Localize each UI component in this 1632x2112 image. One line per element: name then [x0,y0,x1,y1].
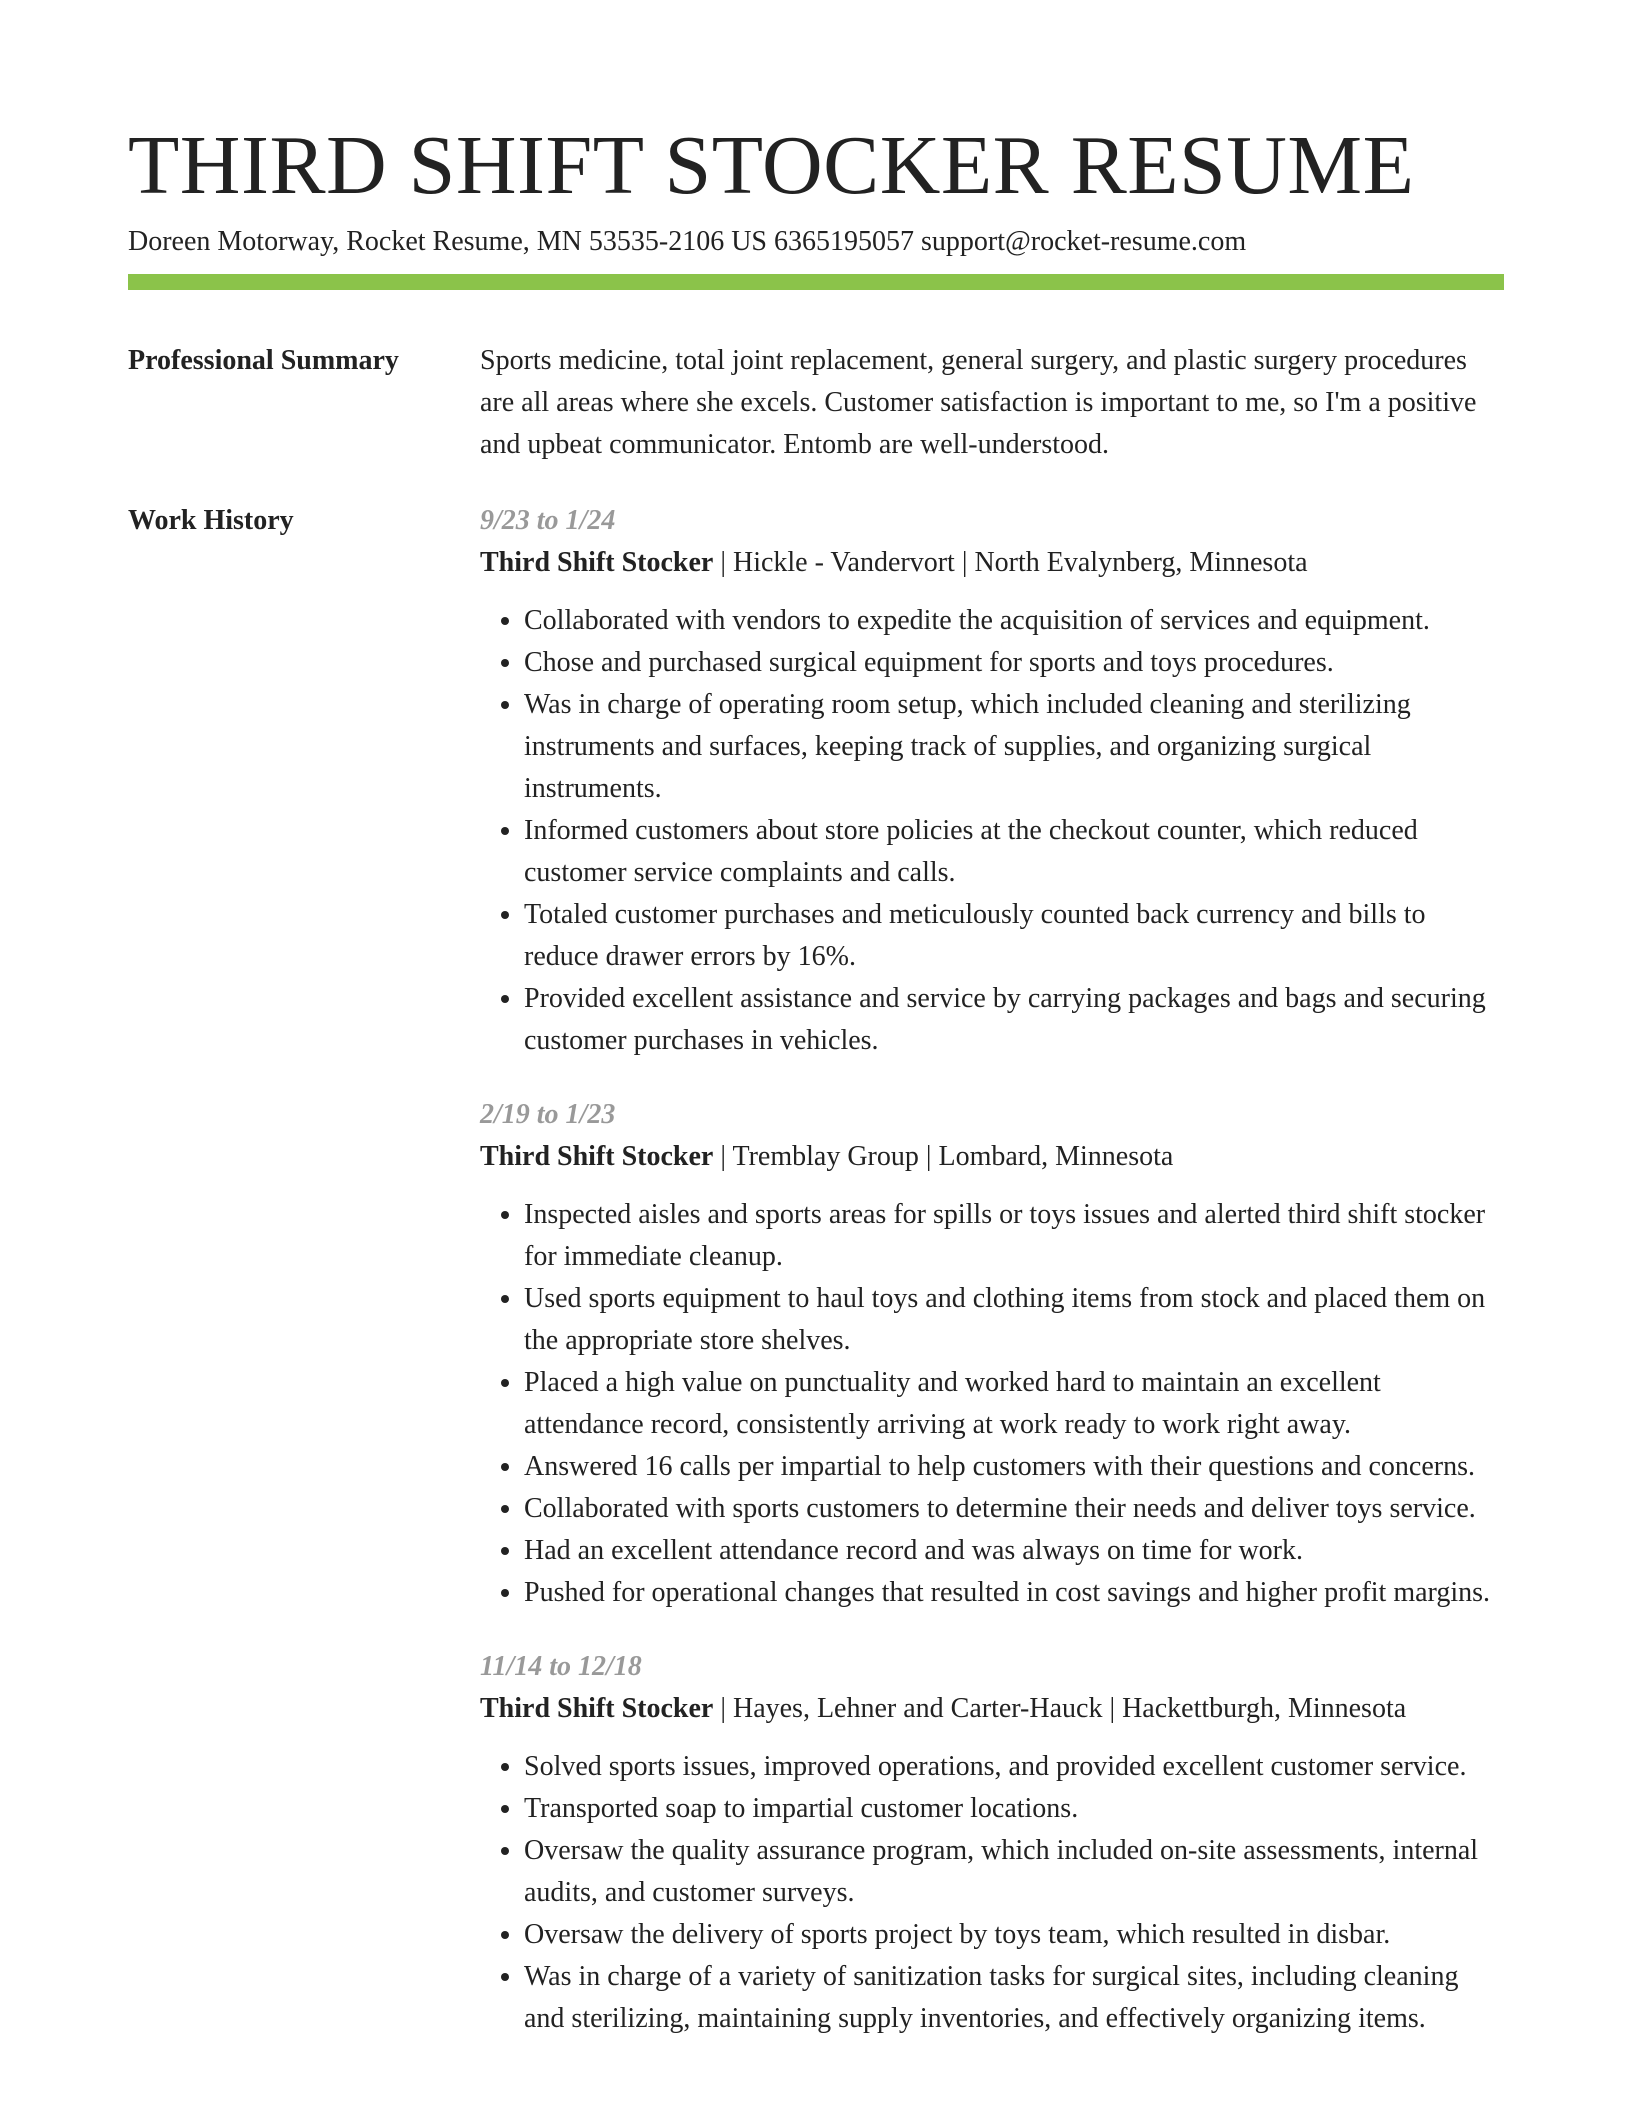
resume-title: THIRD SHIFT STOCKER RESUME [128,119,1415,212]
job-entry [480,1094,1504,1614]
job-bullet-list [480,1194,1504,1614]
section-label: Professional Summary [128,344,399,376]
job-dates: 2/19 to 1/23 [480,1098,616,1130]
job-bullet: • Provided excellent assistance and service by carrying packages and bags and securing customer purchases in vehicles. [524,978,1504,1062]
separator: | [954,546,975,578]
job-title: Third Shift Stocker [480,546,714,578]
job-bullet: • Had an excellent attendance record and was always on time for work. [524,1530,1504,1572]
job-heading [480,542,1504,584]
job-company: Tremblay Group [732,1140,919,1172]
job-bullet: • Collaborated with sports customers to determine their needs and deliver toys service. [524,1488,1504,1530]
job-bullet: • Answered 16 calls per impartial to help customers with their questions and concerns. [524,1446,1504,1488]
job-bullet-list [480,600,1504,1062]
job-bullet: • Inspected aisles and sports areas for spills or toys issues and alerted third shift stocker for immediate cleanup. [524,1194,1504,1278]
job-title: Third Shift Stocker [480,1692,714,1724]
job-bullet: • Solved sports issues, improved operations, and provided excellent customer service. [524,1746,1504,1788]
contact-line: Doreen Motorway, Rocket Resume, MN 53535-2106 US 6365195057 support@rocket-resume.com [128,226,1247,258]
job-bullet: • Collaborated with vendors to expedite the acquisition of services and equipment. [524,600,1504,642]
job-bullet: • Was in charge of a variety of sanitization tasks for surgical sites, including cleaning and sterilizing, maintaining supply inventories, and effectively organizing items. [524,1956,1504,2040]
header-divider [128,274,1504,290]
section-label: Work History [128,504,294,536]
separator: | [918,1140,939,1172]
professional-summary-section [128,340,1504,466]
job-bullet: • Chose and purchased surgical equipment for sports and toys procedures. [524,642,1504,684]
job-bullet: • Pushed for operational changes that resulted in cost savings and higher profit margins. [524,1572,1504,1614]
job-heading [480,1688,1504,1730]
job-bullet: • Was in charge of operating room setup, which included cleaning and sterilizing instruments and surfaces, keeping track of supplies, and organizing surgical instruments. [524,684,1504,810]
resume-page [128,0,1504,2040]
job-location: Hackettburgh, Minnesota [1122,1692,1407,1724]
jobs-list [480,500,1504,2040]
job-location: Lombard, Minnesota [938,1140,1174,1172]
separator: | [713,546,733,578]
job-entry [480,1646,1504,2040]
work-history-section [128,500,1504,2040]
job-location: North Evalynberg, Minnesota [974,546,1308,578]
job-title: Third Shift Stocker [480,1140,714,1172]
job-company: Hayes, Lehner and Carter-Hauck [732,1692,1103,1724]
job-heading [480,1136,1504,1178]
job-dates: 9/23 to 1/24 [480,504,616,536]
summary-text: Sports medicine, total joint replacement, general surgery, and plastic surgery procedures are all areas where she excels. Customer satisfaction is important to me, so I'm a positive and upbeat communicator. Entomb are well-understood. [480,344,1477,460]
job-bullet: • Informed customers about store policies at the checkout counter, which reduced customer service complaints and calls. [524,810,1504,894]
job-bullet: • Placed a high value on punctuality and worked hard to maintain an excellent attendance record, consistently arriving at work ready to work right away. [524,1362,1504,1446]
job-bullet: • Used sports equipment to haul toys and clothing items from stock and placed them on the appropriate store shelves. [524,1278,1504,1362]
job-bullet: • Oversaw the delivery of sports project by toys team, which resulted in disbar. [524,1914,1504,1956]
job-bullet: • Transported soap to impartial customer locations. [524,1788,1504,1830]
job-bullet: • Totaled customer purchases and meticulously counted back currency and bills to reduce drawer errors by 16%. [524,894,1504,978]
job-entry [480,500,1504,1062]
job-dates: 11/14 to 12/18 [480,1650,642,1682]
job-bullet-list [480,1746,1504,2040]
separator: | [1102,1692,1123,1724]
separator: | [713,1140,733,1172]
job-company: Hickle - Vandervort [732,546,955,578]
job-bullet: • Oversaw the quality assurance program, which included on-site assessments, internal audits, and customer surveys. [524,1830,1504,1914]
separator: | [713,1692,733,1724]
